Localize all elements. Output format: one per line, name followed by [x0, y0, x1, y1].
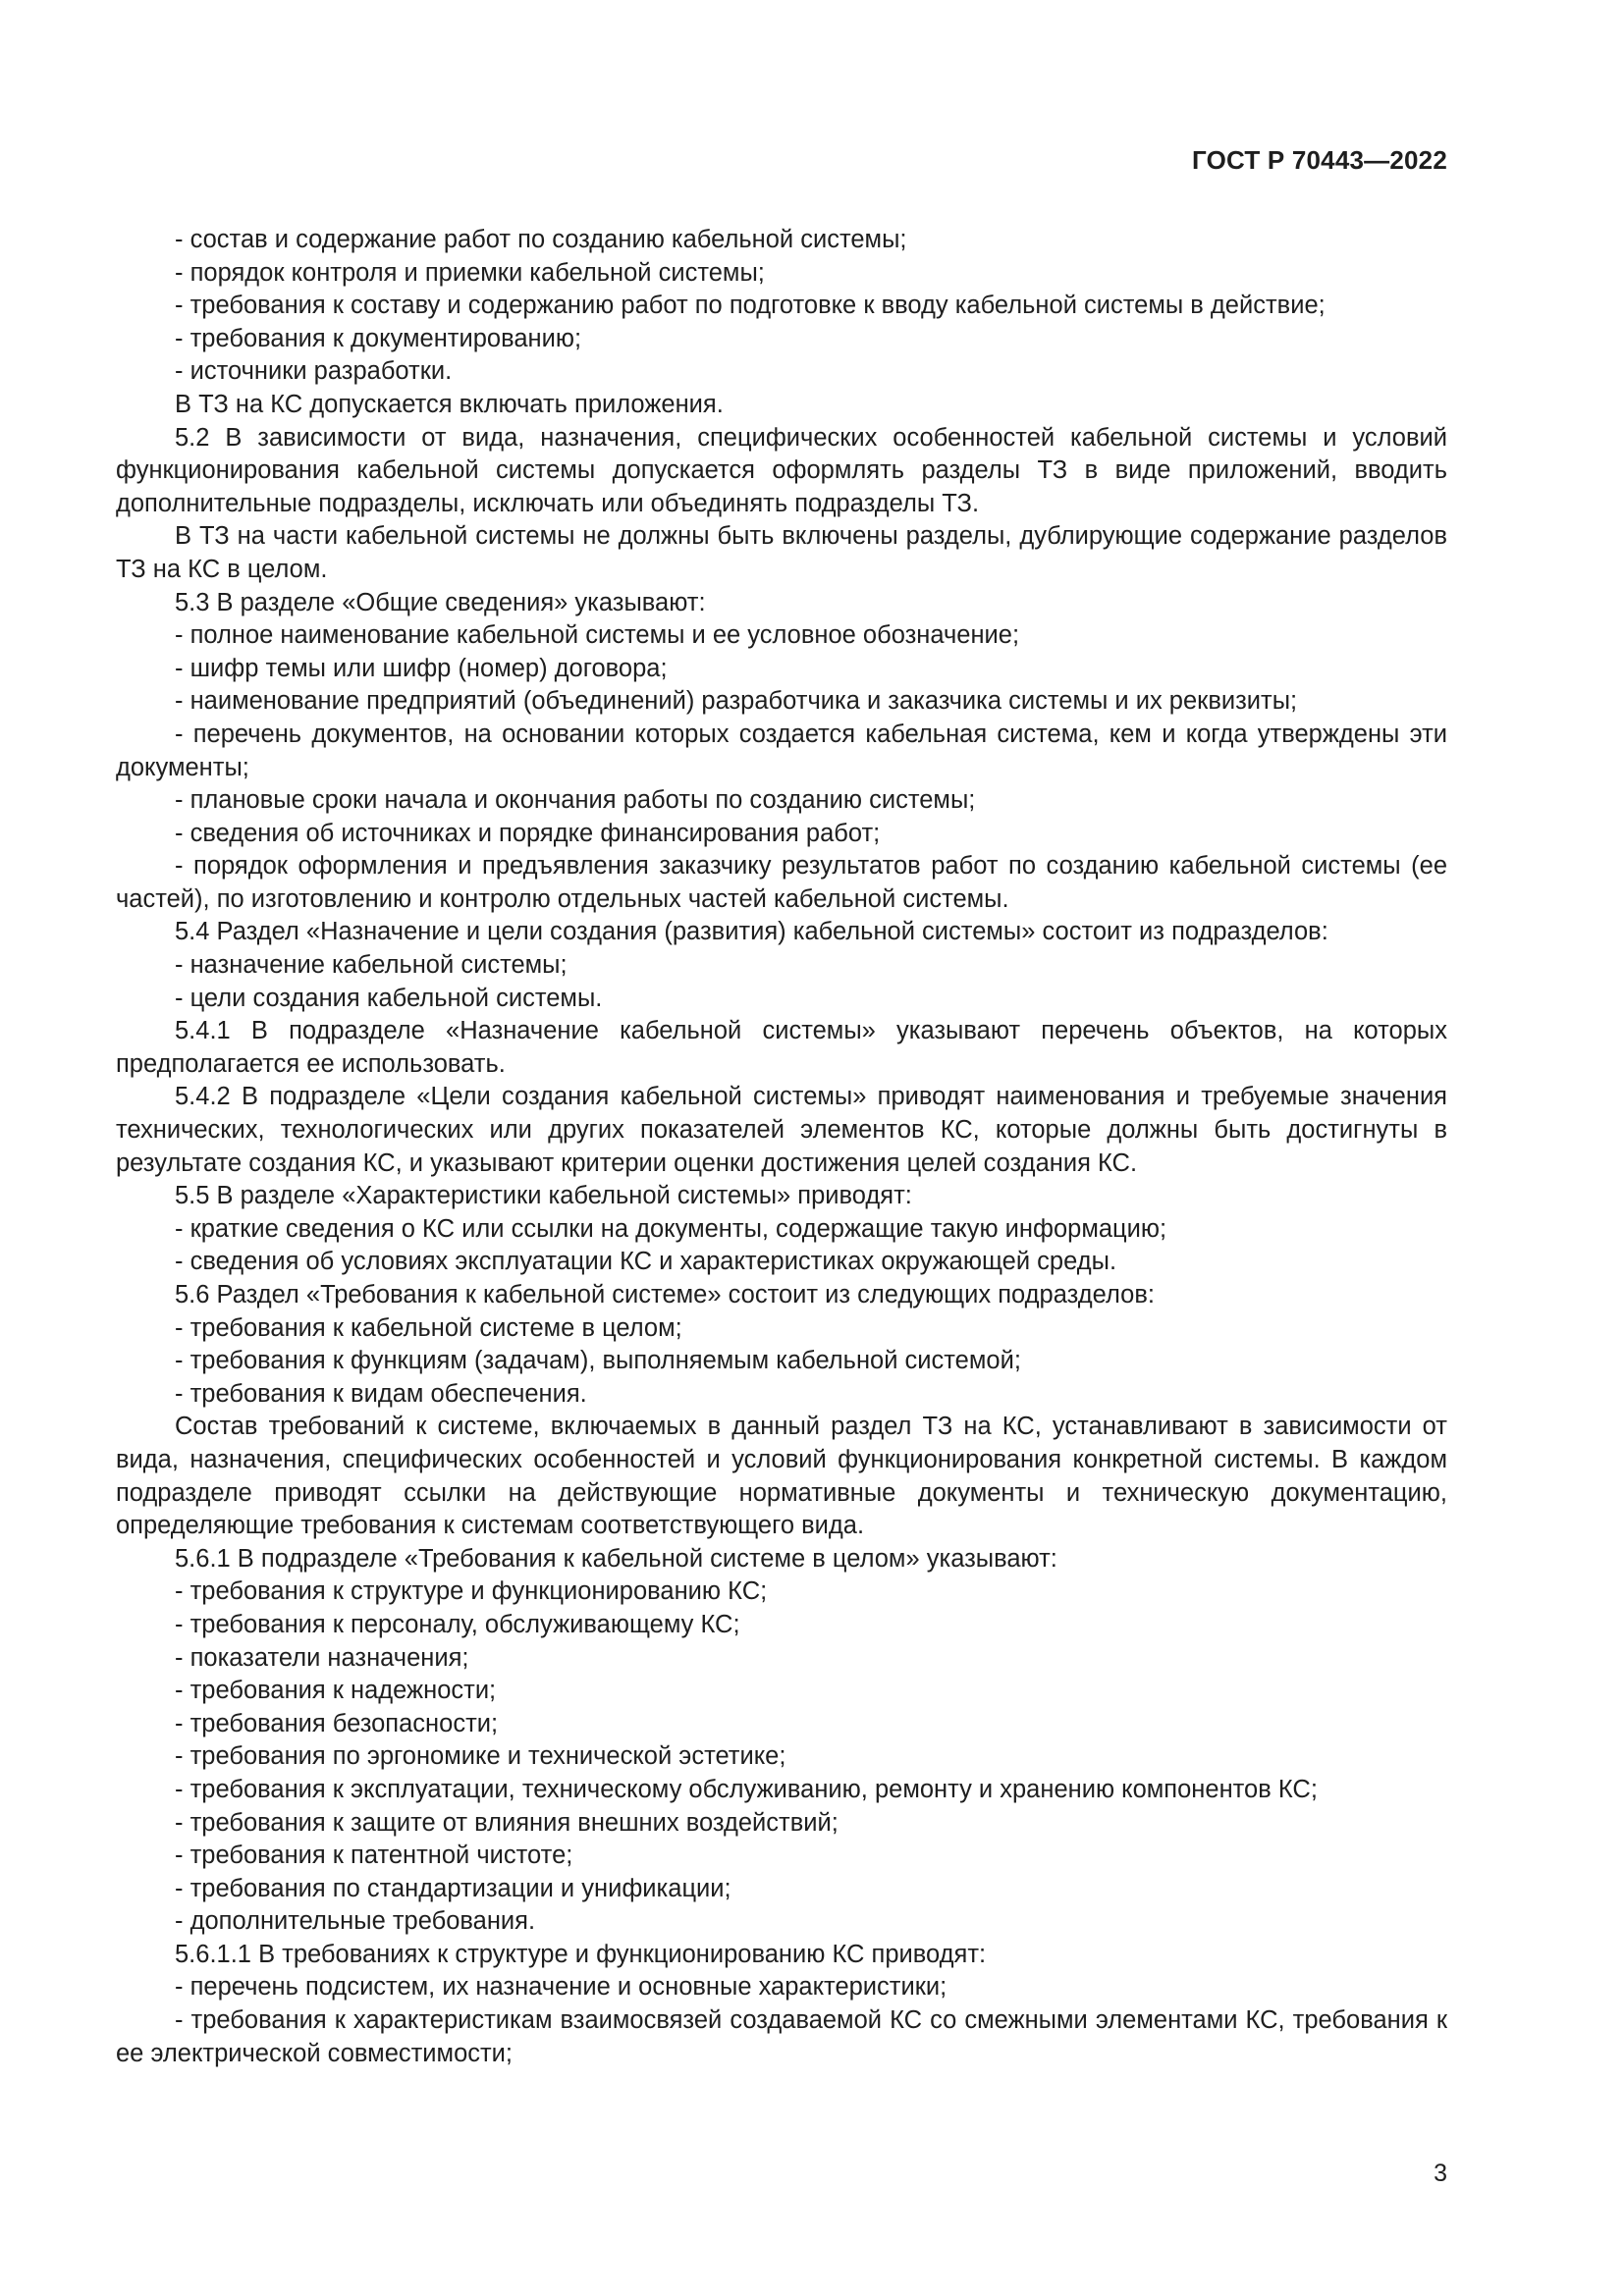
paragraph: 5.6 Раздел «Требования к кабельной системе» состоит из следующих подразделов: — [175, 1281, 1155, 1308]
paragraph: - дополнительные требования. — [175, 1907, 536, 1936]
paragraph: - требования по стандартизации и унификации; — [175, 1874, 731, 1902]
paragraph: - сведения об условиях эксплуатации КС и характеристиках окружающей среды. — [175, 1248, 1117, 1276]
paragraph: - требования к кабельной системе в целом; — [175, 1313, 682, 1342]
paragraph: - требования к надежности; — [175, 1677, 497, 1705]
paragraph: 5.3 В разделе «Общие сведения» указывают: — [175, 588, 706, 616]
paragraph: - источники разработки. — [175, 357, 453, 386]
paragraph: - показатели назначения; — [175, 1643, 469, 1672]
paragraph: Состав требований к системе, включаемых в данный раздел ТЗ на КС, устанавливают в зависимости от вида, назначения, специфических особенностей и условий функционирования конкретной системы. В каждом подразделе приводят ссылки на действующие нормативные документы и техническую документацию, определяющие требования к системам соответствующего вида. — [116, 1413, 1447, 1540]
paragraph: - состав и содержание работ по созданию кабельной системы; — [175, 226, 907, 253]
paragraph: - цели создания кабельной системы. — [175, 984, 603, 1012]
paragraph: - порядок оформления и предъявления заказчику результатов работ по созданию кабельной системы (ее частей), по изготовлению и контролю отдельных частей кабельной системы. — [116, 852, 1447, 913]
paragraph: - сведения об источниках и порядке финансирования работ; — [175, 819, 881, 847]
paragraph: - требования к видам обеспечения. — [175, 1379, 587, 1408]
paragraph: - требования к персоналу, обслуживающему КС; — [175, 1610, 740, 1638]
paragraph: - назначение кабельной системы; — [175, 951, 568, 980]
paragraph: - требования к структуре и функционированию КС; — [175, 1577, 768, 1606]
paragraph: - плановые сроки начала и окончания работы по созданию системы; — [175, 786, 976, 815]
paragraph: - полное наименование кабельной системы и ее условное обозначение; — [175, 621, 1020, 650]
paragraph: 5.6.1 В подразделе «Требования к кабельной системе в целом» указывают: — [175, 1544, 1057, 1573]
paragraph: - требования к эксплуатации, техническому обслуживанию, ремонту и хранению компонентов КС; — [175, 1775, 1318, 1803]
paragraph: 5.4 Раздел «Назначение и цели создания (развития) кабельной системы» состоит из подразделов: — [175, 918, 1328, 946]
paragraph: - краткие сведения о КС или ссылки на документы, содержащие такую информацию; — [175, 1214, 1167, 1243]
paragraph: - требования к характеристикам взаимосвязей создаваемой КС со смежными элементами КС, требования к ее электрической совместимости; — [116, 2006, 1447, 2067]
paragraph: - требования к патентной чистоте; — [175, 1842, 573, 1870]
paragraph: - наименование предприятий (объединений) разработчика и заказчика системы и их реквизиты; — [175, 687, 1298, 716]
paragraph: В ТЗ на части кабельной системы не должны быть включены разделы, дублирующие содержание разделов ТЗ на КС в целом. — [116, 522, 1447, 583]
paragraph: В ТЗ на КС допускается включать приложения. — [175, 390, 724, 418]
paragraph: - требования к защите от влияния внешних воздействий; — [175, 1808, 839, 1837]
paragraph: - требования к составу и содержанию работ по подготовке к вводу кабельной системы в действие; — [175, 292, 1326, 320]
paragraph: - требования безопасности; — [175, 1709, 499, 1737]
paragraph: - порядок контроля и приемки кабельной системы; — [175, 258, 765, 287]
paragraph: - шифр темы или шифр (номер) договора; — [175, 654, 668, 682]
paragraph: 5.2 В зависимости от вида, назначения, специфических особенностей кабельной системы и условий функционирования кабельной системы допускается оформлять разделы ТЗ в виде приложений, вводить дополнительные подразделы, исключать или объединять подразделы ТЗ. — [116, 423, 1447, 517]
paragraph: - перечень подсистем, их назначение и основные характеристики; — [175, 1973, 947, 2002]
document-designation: ГОСТ Р 70443—2022 — [1192, 145, 1447, 175]
document-body — [116, 224, 1447, 2070]
paragraph: - перечень документов, на основании которых создается кабельная система, кем и когда утверждены эти документы; — [116, 720, 1447, 781]
paragraph: 5.4.1 В подразделе «Назначение кабельной системы» указывают перечень объектов, на которых предполагается ее использовать. — [116, 1017, 1447, 1078]
paragraph: - требования к функциям (задачам), выполняемым кабельной системой; — [175, 1347, 1021, 1375]
paragraph: 5.4.2 В подразделе «Цели создания кабельной системы» приводят наименования и требуемые значения технических, технологических или других показателей элементов КС, которые должны быть достигнуты в результате создания КС, и указывают критерии оценки достижения целей создания КС. — [116, 1083, 1447, 1177]
paragraph: 5.5 В разделе «Характеристики кабельной системы» приводят: — [175, 1182, 912, 1210]
page-number: 3 — [1434, 2160, 1447, 2187]
paragraph: 5.6.1.1 В требованиях к структуре и функционированию КС приводят: — [175, 1940, 987, 1968]
paragraph: - требования к документированию; — [175, 324, 582, 352]
paragraph: - требования по эргономике и технической эстетике; — [175, 1742, 786, 1771]
